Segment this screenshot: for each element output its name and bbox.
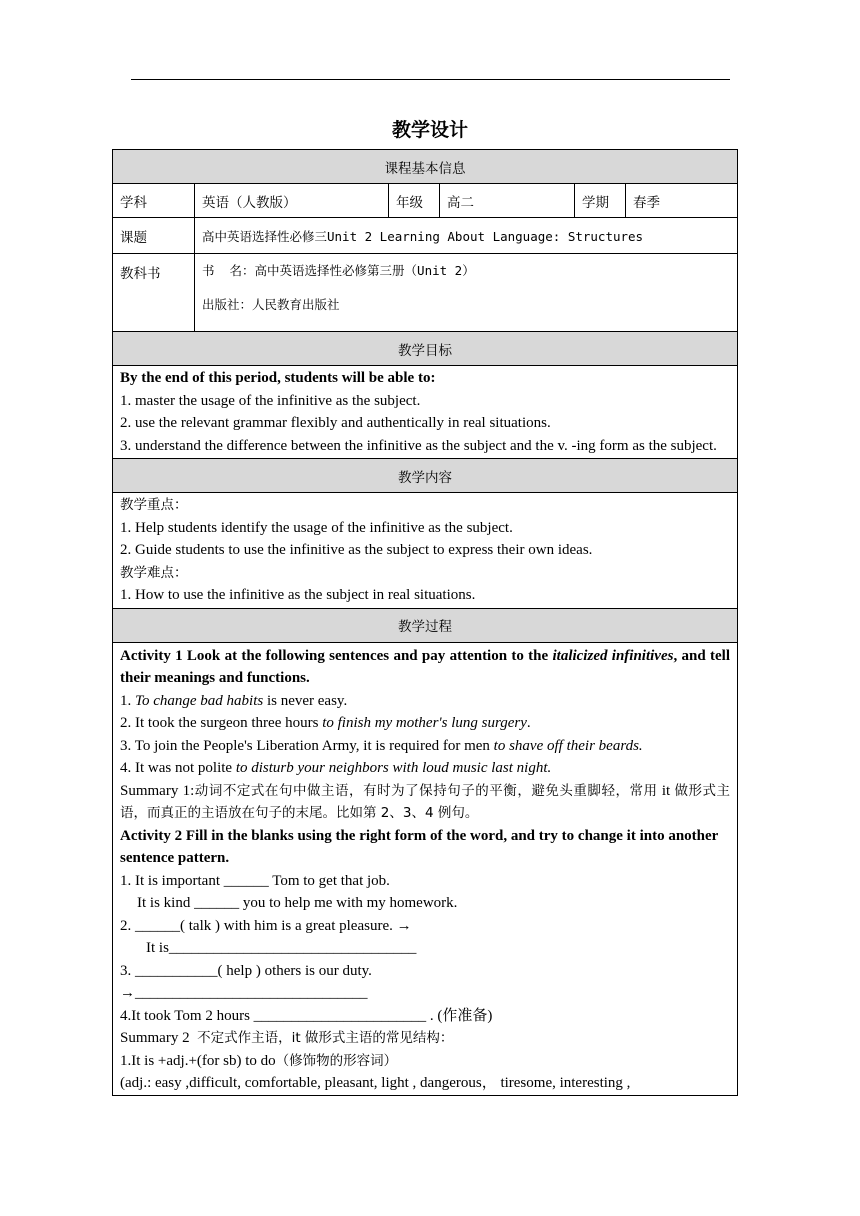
activity1-title: Activity 1 Look at the following sentences and pay attention to the italicized infinitives, and tell their meanings and functions. [120,647,730,686]
objectives-header: 教学目标 [113,332,738,366]
grade-label: 年级 [389,184,440,218]
activity1-sentence: 2. It took the surgeon three hours to finish my mother's lung surgery. [120,715,531,731]
grade-value: 高二 [440,184,575,218]
activity2-title: Activity 2 Fill in the blanks using the right form of the word, and try to change it into another sentence pattern. [120,827,719,866]
pattern-1: 1.It is +adj.+(for sb) to do（修饰物的形容词） [120,1052,398,1069]
term-value: 春季 [626,184,738,218]
basic-info-header: 课程基本信息 [113,150,738,184]
activity2-answer-line: →_______________________________ [120,985,368,1001]
subject-value: 英语（人教版） [195,184,389,218]
objectives-body [113,366,738,459]
document-title: 教学设计 [391,119,468,141]
activity2-question: It is kind ______ you to help me with my homework. [137,895,458,911]
activity1-sentence: 4. It was not polite to disturb your neighbors with loud music last night. [120,760,552,776]
process-body [113,642,738,1095]
adjective-list: (adj.: easy ,difficult, comfortable, pleasant, light , dangerous， tiresome, interesting , [120,1075,631,1091]
objective-item: 3. understand the difference between the infinitive as the subject and the v. -ing form as the subject. [120,437,717,454]
key-points-label: 教学重点： [120,497,188,513]
activity1-sentence: 1. To change bad habits is never easy. [120,692,348,709]
activity1-sentence: 3. To join the People's Liberation Army, it is required for men to shave off their beards. [120,737,643,754]
activity2-question: 3. ___________( help ) others is our duty. [120,962,372,979]
topic-value: 高中英语选择性必修三Unit 2 Learning About Language: Structures [195,218,738,254]
content-body [113,493,738,609]
textbook-label: 教科书 [113,254,195,332]
content-header: 教学内容 [113,459,738,493]
subject-label: 学科 [113,184,195,218]
activity2-question: 2. ______( talk ) with him is a great pleasure. → [120,917,412,934]
activity2-answer-line: It is_________________________________ [146,940,417,956]
summary-1: Summary 1:动词不定式在句中做主语，有时为了保持句子的平衡，避免头重脚轻，常用 it 做形式主语，而真正的主语放在句子的末尾。比如第 2、3、4 例句。 [120,782,731,821]
key-point-item: 1. Help students identify the usage of the infinitive as the subject. [120,519,513,536]
textbook-info [195,254,738,332]
difficult-point-item: 1. How to use the infinitive as the subject in real situations. [120,587,476,603]
objective-item: 1. master the usage of the infinitive as the subject. [120,392,421,409]
publisher: 出版社：人民教育出版社 [202,297,340,312]
lesson-plan-table [112,149,738,1096]
book-name: 书 名：高中英语选择性必修第三册（Unit 2） [202,263,475,278]
term-label: 学期 [575,184,626,218]
header-rule [131,79,730,80]
activity2-question: 1. It is important ______ Tom to get that job. [120,872,390,889]
key-point-item: 2. Guide students to use the infinitive as the subject to express their own ideas. [120,542,593,558]
process-header: 教学过程 [113,608,738,642]
objectives-intro: By the end of this period, students will be able to: [120,370,436,386]
difficult-points-label: 教学难点： [120,564,188,581]
objective-item: 2. use the relevant grammar flexibly and authentically in real situations. [120,415,551,431]
activity2-question: 4.It took Tom 2 hours _______________________ . (作准备) [120,1007,493,1024]
topic-label: 课题 [113,218,195,254]
summary-2: Summary 2 不定式作主语，it 做形式主语的常见结构： [120,1030,454,1046]
